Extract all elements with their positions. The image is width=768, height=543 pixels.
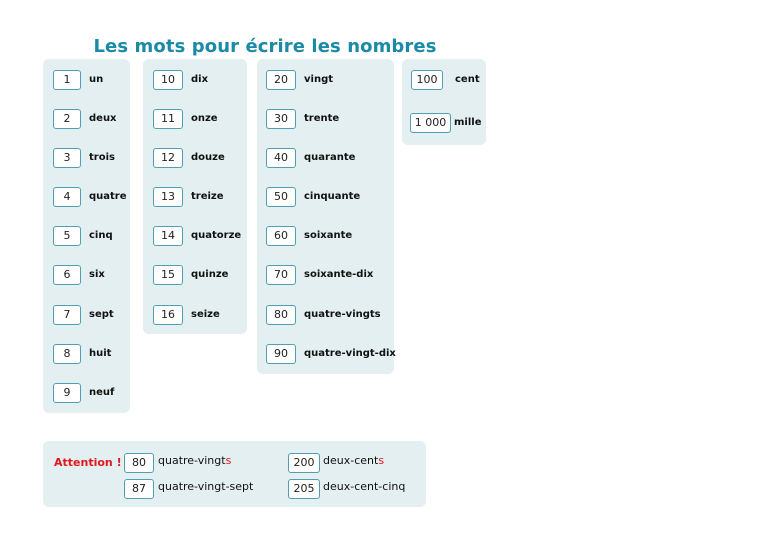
number-box: 7 <box>53 305 81 325</box>
number-box: 6 <box>53 265 81 285</box>
number-box: 30 <box>266 109 296 129</box>
number-word: vingt <box>304 74 334 85</box>
number-box: 16 <box>153 305 183 325</box>
number-word: un <box>89 74 104 85</box>
number-word: dix <box>191 74 209 85</box>
number-word: cent <box>455 74 480 85</box>
number-word: onze <box>191 113 218 124</box>
number-word: soixante <box>304 230 353 241</box>
number-box: 80 <box>124 453 154 473</box>
number-box: 1 000 <box>410 113 451 133</box>
attention-word: quatre-vingt-sept <box>158 480 254 493</box>
number-word: douze <box>191 152 225 163</box>
number-word: quatre <box>89 191 127 202</box>
number-box: 8 <box>53 344 81 364</box>
number-word: mille <box>454 117 482 128</box>
number-word: cinq <box>89 230 113 241</box>
tens-panel <box>257 59 394 374</box>
page-title: Les mots pour écrire les nombres <box>93 36 437 57</box>
number-box: 70 <box>266 265 296 285</box>
number-box: 5 <box>53 226 81 246</box>
number-word: neuf <box>89 387 115 398</box>
attention-word: quatre-vingts <box>158 454 232 467</box>
number-box: 14 <box>153 226 183 246</box>
number-box: 205 <box>288 479 320 499</box>
number-box: 50 <box>266 187 296 207</box>
number-box: 60 <box>266 226 296 246</box>
number-word: quatorze <box>191 230 242 241</box>
number-word: huit <box>89 348 112 359</box>
number-box: 15 <box>153 265 183 285</box>
number-word: trente <box>304 113 340 124</box>
number-box: 10 <box>153 70 183 90</box>
number-box: 3 <box>53 148 81 168</box>
attention-word: deux-cent-cinq <box>323 480 406 493</box>
number-box: 11 <box>153 109 183 129</box>
number-word: six <box>89 269 105 280</box>
number-word: treize <box>191 191 224 202</box>
number-box: 87 <box>124 479 154 499</box>
number-word: deux <box>89 113 117 124</box>
number-word: quatre-vingt-dix <box>304 348 396 359</box>
number-word: quatre-vingts <box>304 309 381 320</box>
number-box: 90 <box>266 344 296 364</box>
number-box: 200 <box>288 453 320 473</box>
number-box: 2 <box>53 109 81 129</box>
number-word: quarante <box>304 152 356 163</box>
number-word: sept <box>89 309 114 320</box>
number-box: 100 <box>411 70 443 90</box>
number-box: 80 <box>266 305 296 325</box>
number-word: seize <box>191 309 220 320</box>
number-box: 40 <box>266 148 296 168</box>
number-box: 12 <box>153 148 183 168</box>
number-box: 1 <box>53 70 81 90</box>
number-box: 4 <box>53 187 81 207</box>
number-box: 13 <box>153 187 183 207</box>
number-word: cinquante <box>304 191 361 202</box>
number-box: 20 <box>266 70 296 90</box>
number-box: 9 <box>53 383 81 403</box>
number-word: quinze <box>191 269 229 280</box>
number-word: soixante-dix <box>304 269 374 280</box>
attention-label: Attention ! <box>54 456 122 469</box>
attention-word: deux-cents <box>323 454 385 467</box>
number-word: trois <box>89 152 115 163</box>
